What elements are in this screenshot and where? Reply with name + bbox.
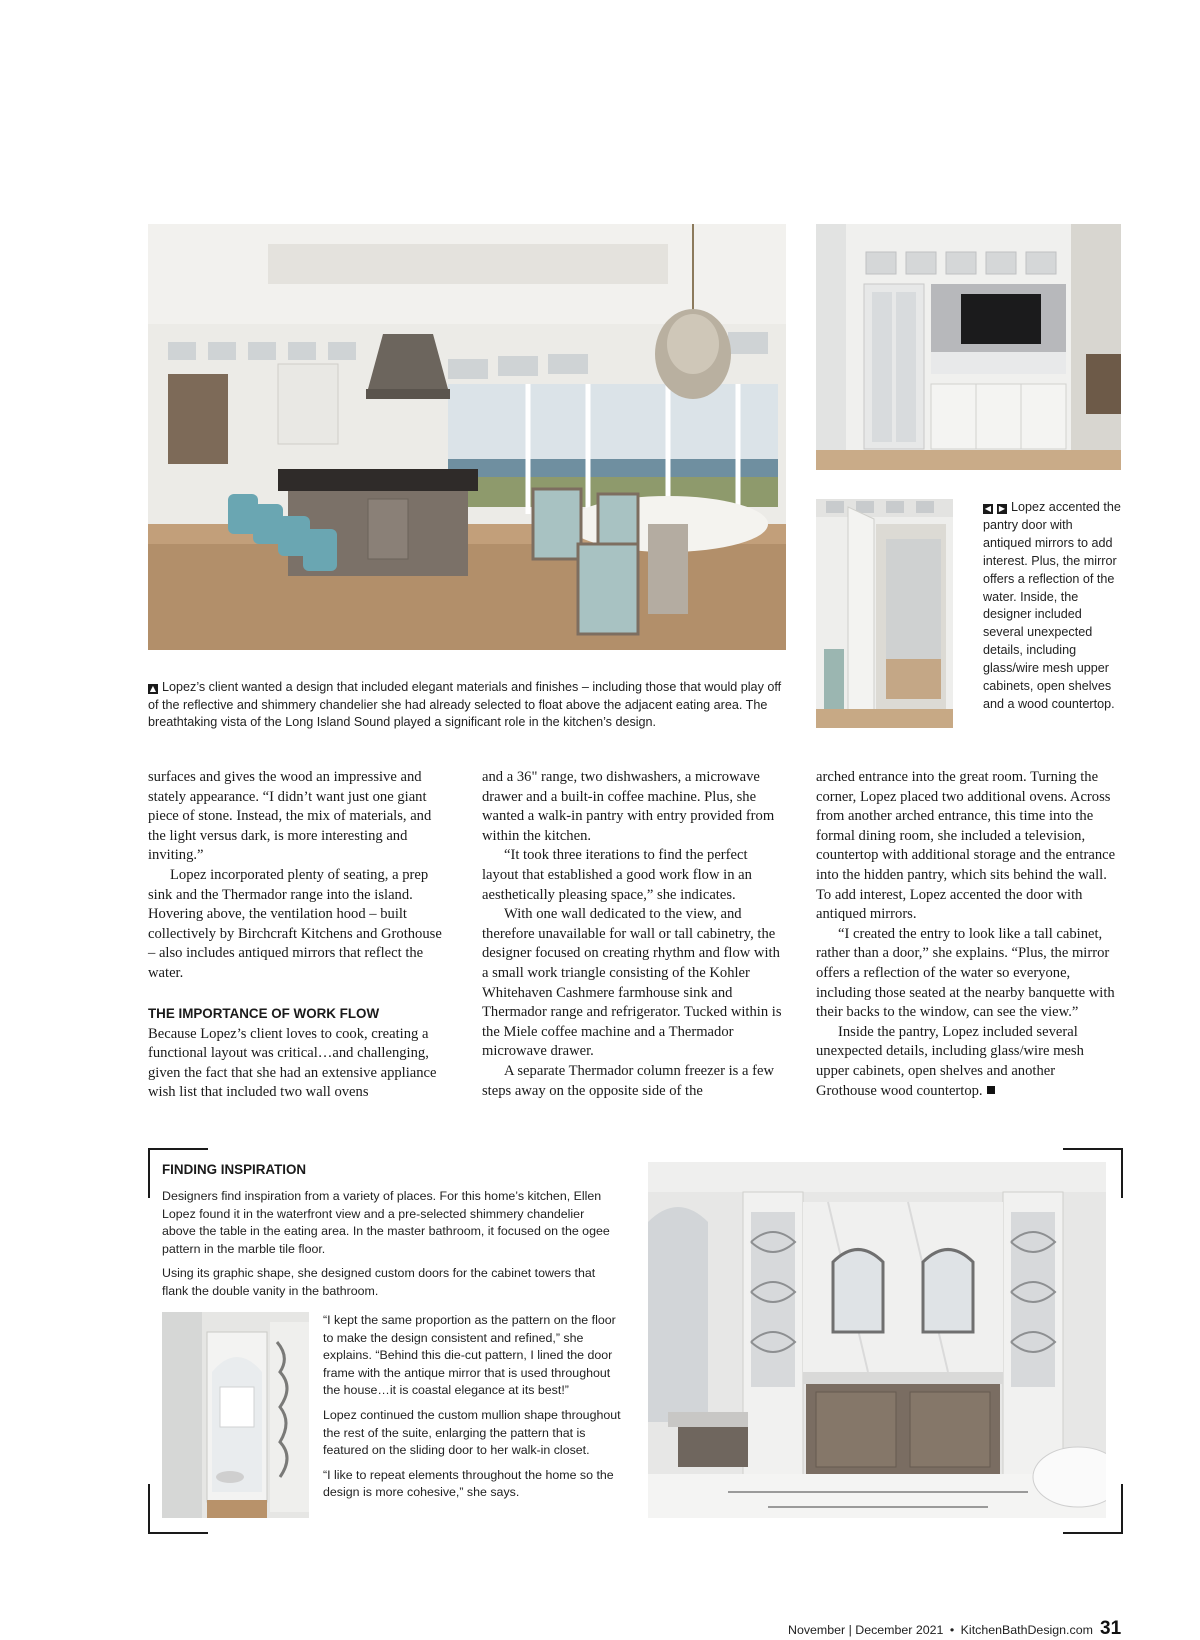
sidebar-title: FINDING INSPIRATION — [162, 1162, 307, 1177]
site-link[interactable]: KitchenBathDesign.com — [960, 1623, 1093, 1637]
section-heading: THE IMPORTANCE OF WORK FLOW — [148, 1005, 380, 1021]
sidebar-intro — [162, 1188, 612, 1308]
article-paragraph: Inside the pantry, Lopez included several unexpected details, including glass/wire mesh upper cabinets, open shelves and another Grothouse wood countertop. — [816, 1023, 1084, 1099]
article-column-2 — [482, 768, 784, 1101]
sidebar-paragraph: Designers find inspiration from a variety of places. For this home’s kitchen, Ellen Lopez found it in the waterfront view and a pre-selected shimmery chandelier above the table in the eating area. In the master bathroom, it focused on the ogee pattern in the marble tile floor. — [162, 1189, 610, 1256]
article-paragraph: With one wall dedicated to the view, and therefore unavailable for wall or tall cabinetry, the designer focused on creating rhythm and flow with a small work triangle consisting of the Kohler Whitehaven Cashmere farmhouse sink and Thermador range and refrigerator. Tucked within is the Miele coffee machine and a Thermador microwave drawer. — [482, 906, 782, 1060]
arrow-left-icon: ◀ — [984, 504, 992, 513]
bathroom-door-photo — [162, 1312, 309, 1518]
kitchen-caption: ▲ Lopez’s client wanted a design that included elegant materials and finishes – including those that would play off of the reflective and shimmery chandelier she had already selected to float above the adjacent eating area. The breathtaking vista of the Long Island Sound played a significant role in the kitchen’s design. — [148, 680, 782, 730]
sidebar-paragraph: Using its graphic shape, she designed custom doors for the cabinet towers that flank the double vanity in the bathroom. — [162, 1266, 596, 1298]
sidebar-paragraph: Lopez continued the custom mullion shape throughout the rest of the suite, enlarging the pattern that is featured on the sliding door to her walk-in closet. — [323, 1407, 621, 1458]
kitchen-photo — [148, 224, 786, 650]
footer — [788, 1623, 1093, 1637]
article-paragraph: “It took three iterations to find the perfect layout that established a good work flow in an aesthetically pleasing space,” she indicates. — [482, 847, 752, 903]
article-paragraph: surfaces and gives the wood an impressive and stately appearance. “I didn’t want just one giant piece of stone. Instead, the mix of materials, and the light versus dark, is more interesting and inviting.” — [148, 769, 432, 864]
pantry-caption: ◀ ▶ Lopez accented the pantry door with antiqued mirrors to add interest. Plus, the mirror offers a reflection of the water. Inside, the designer included several unexpected details, including glass/wire mesh upper cabinets, open shelves and a wood countertop. — [983, 500, 1121, 711]
issue-date: November | December 2021 — [788, 1623, 944, 1637]
article-column-1 — [148, 768, 450, 1103]
article-column-3 — [816, 768, 1118, 1101]
pantry-door-photo — [816, 499, 953, 728]
master-bathroom-photo — [648, 1162, 1106, 1518]
sidebar-paragraph: “I like to repeat elements throughout the home so the design is more cohesive,” she says. — [323, 1467, 614, 1500]
article-paragraph: arched entrance into the great room. Turning the corner, Lopez placed two additional ovens. Across from another arched entrance, this time into the formal dining room, she included a television, countertop with additional storage and the entrance into the hidden pantry, which sits behind the wall. To add interest, Lopez accented the door with antiqued mirrors. — [816, 769, 1116, 923]
article-paragraph: Lopez incorporated plenty of seating, a prep sink and the Thermador range into the island. Hovering above, the ventilation hood – built collectively by Birchcraft Kitchens and Grothouse – also includes antiqued mirrors that reflect the water. — [148, 866, 442, 981]
arrow-right-icon: ▶ — [998, 504, 1006, 513]
end-mark-icon — [987, 1086, 995, 1094]
sidebar-quote — [323, 1312, 623, 1509]
article-paragraph: and a 36" range, two dishwashers, a microwave drawer and a built-in coffee machine. Plus, she wanted a walk-in pantry with entry provided from within the kitchen. — [482, 769, 775, 844]
footer-bullet: • — [949, 1623, 955, 1637]
sidebar-paragraph: “I kept the same proportion as the pattern on the floor to make the design consistent and refined,” she explains. “Behind this die-cut pattern, I lined the door frame with the antique mirror that is used throughout the house…it is coastal elegance at its best!” — [323, 1313, 616, 1398]
pantry-wall-photo — [816, 224, 1121, 470]
article-paragraph: Because Lopez’s client loves to cook, creating a functional layout was critical…and challenging, given the fact that she had an extensive appliance wish list that included two wall ovens — [148, 1025, 437, 1101]
page-number: 31 — [1100, 1618, 1122, 1639]
article-paragraph: A separate Thermador column freezer is a few steps away on the opposite side of the — [482, 1062, 774, 1099]
arrow-up-icon: ▲ — [149, 684, 157, 693]
article-paragraph: “I created the entry to look like a tall cabinet, rather than a door,” she explains. “Plus, the mirror offers a reflection of the water so everyone, including those seated at the nearby banquette with their backs to the window, can see the view.” — [816, 925, 1115, 1021]
